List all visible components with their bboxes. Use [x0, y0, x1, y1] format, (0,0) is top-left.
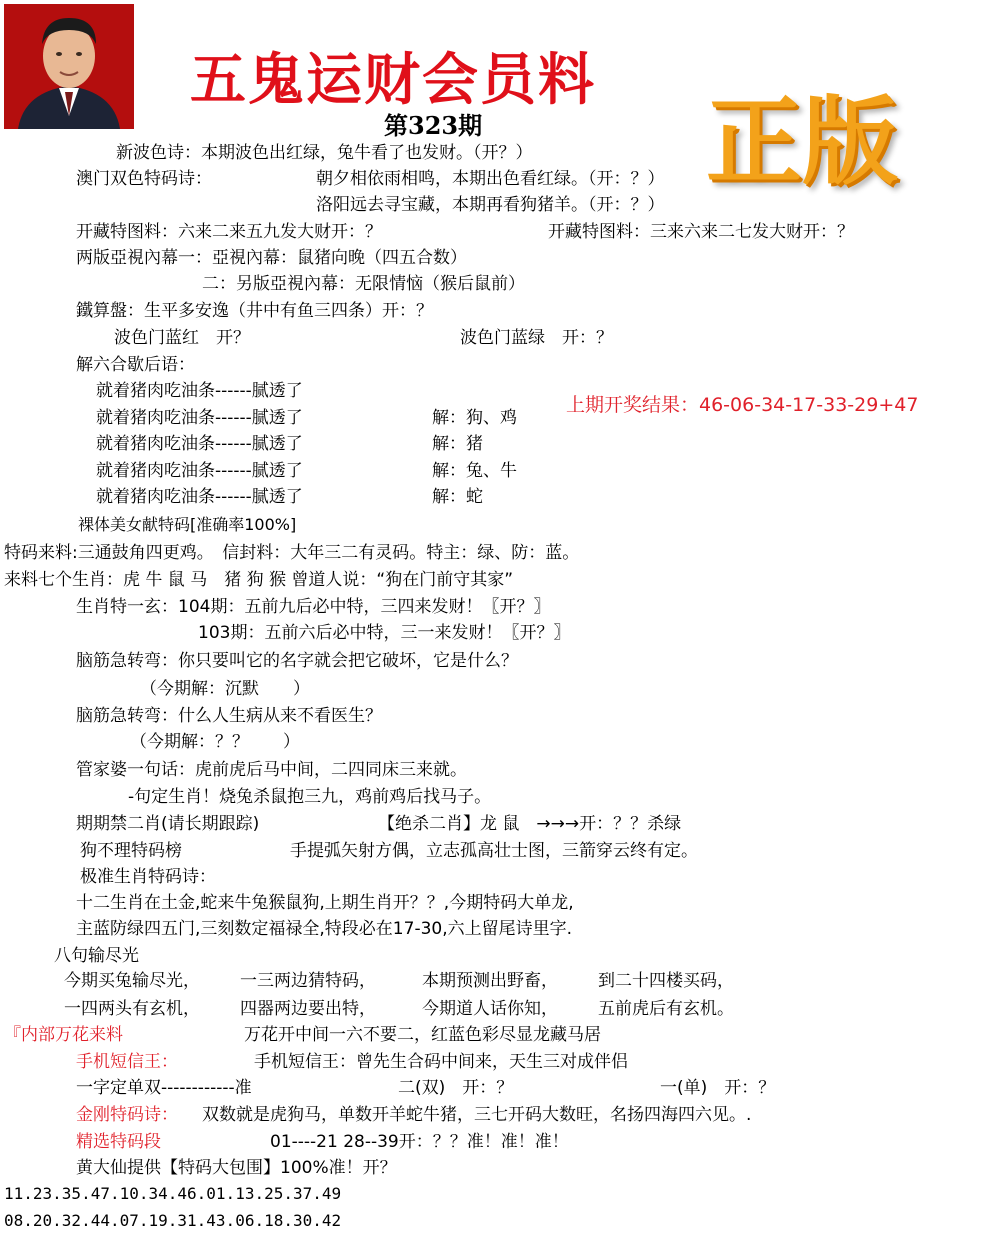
selected-range-label: 精选特码段	[76, 1132, 161, 1152]
saying-line: 就着猪肉吃油条------腻透了	[96, 381, 303, 401]
atv-insider-1: 两版亞視內幕一：亞視內幕：鼠猪向晚（四五合数）	[76, 248, 467, 268]
saying-line: 就着猪肉吃油条------腻透了	[96, 461, 303, 481]
eight-lines-2a: 一四两头有玄机，	[64, 999, 200, 1019]
selected-range-text: 01----21 28--39开：？？准！准！准！	[270, 1132, 569, 1152]
iron-abacus: 鐵算盤：生平多安逸（井中有鱼三四条）开：？	[76, 301, 433, 321]
wave-door-b: 波色门蓝绿 开：？	[460, 328, 613, 348]
saying-line: 就着猪肉吃油条------腻透了	[96, 487, 303, 507]
eight-lines-2b: 四器两边要出特，	[240, 999, 376, 1019]
odd-even-line: 一字定单双------------准	[76, 1078, 252, 1098]
even-result: 二(双) 开：？	[398, 1078, 514, 1098]
wave-color-poem: 新波色诗：本期波色出红绿，兔牛看了也发财。（开？）	[116, 143, 533, 163]
saying-answer: 解：狗、鸡	[432, 408, 517, 428]
zodiac-poem-line2: 主蓝防绿四五门,三刻数定福禄全,特段必在17-30,六上留尾诗里字.	[76, 919, 573, 939]
atv-insider-2: 二：另版亞視內幕：无限情恼（猴后鼠前）	[202, 274, 525, 294]
one-zodiac-line: -句定生肖！烧兔杀鼠抱三九，鸡前鸡后找马子。	[128, 787, 492, 807]
housekeeper-line: 管家婆一句话：虎前虎后马中间，二四同床三来就。	[76, 760, 467, 780]
brain-teaser-1: 脑筋急转弯：你只要叫它的名字就会把它破坏，它是什么？	[76, 651, 518, 671]
saying-answer: 解：猪	[432, 434, 483, 454]
sms-king-text: 手机短信王：曾先生合码中间来，天生三对成伴侣	[254, 1052, 628, 1072]
authentic-stamp: 正版	[706, 85, 898, 198]
saying-answer: 解：蛇	[432, 487, 483, 507]
sms-king-label: 手机短信王：	[76, 1052, 178, 1072]
accuracy-line: 裸体美女献特码[准确率100%]	[78, 515, 297, 534]
brain-teaser-2: 脑筋急转弯：什么人生病从来不看医生？	[76, 706, 382, 726]
zodiac-poem-line1: 十二生肖在土金,蛇来牛兔猴鼠狗,上期生肖开？？,今期特码大单龙,	[76, 893, 574, 913]
eight-lines-heading: 八句输尽光	[54, 946, 139, 966]
hidden-picture-a: 开藏特图料：六来二来五九发大财开：？	[76, 222, 382, 242]
zodiac-mystery-103: 103期：五前六后必中特，三一来发财！〖开？〗	[198, 623, 571, 643]
eight-lines-1d: 到二十四楼买码，	[598, 971, 734, 991]
wanhua-text: 万花开中间一六不要二，红蓝色彩尽显龙藏马居	[244, 1025, 601, 1045]
diamond-poem-label: 金刚特码诗：	[76, 1105, 178, 1125]
odd-result: 一(单) 开：？	[660, 1078, 776, 1098]
goubuli-label: 狗不理特码榜	[80, 841, 182, 861]
portrait-photo	[4, 4, 134, 129]
brain-teaser-1-answer: （今期解：沉默 ）	[140, 679, 310, 699]
zodiac-mystery-104: 生肖特一玄：104期：五前九后必中特，三四来发财！〖开？〗	[76, 597, 551, 617]
eight-lines-1a: 今期买兔输尽光，	[64, 971, 200, 991]
riddle-heading: 解六合歇后语：	[76, 355, 195, 375]
special-code-source: 特码来料:三通鼓角四更鸡。 信封料：大年三二有灵码。特主：绿、防：蓝。	[4, 543, 580, 563]
portrait-image	[4, 4, 134, 129]
zodiac-poem-heading: 极准生肖特码诗：	[80, 867, 216, 887]
kill-two-zodiac: 【绝杀二肖】龙 鼠 →→→开：？？杀绿	[378, 814, 682, 834]
macau-poem-label: 澳门双色特码诗：	[76, 169, 212, 189]
seven-zodiacs: 来料七个生肖：虎 牛 鼠 马 猪 狗 猴 曾道人说：“狗在门前守其家”	[4, 570, 514, 590]
macau-poem-line1: 朝夕相依雨相鸣，本期出色看红绿。（开：？）	[316, 169, 665, 189]
brain-teaser-2-answer: （今期解：？？ ）	[130, 732, 300, 752]
page-title: 五鬼运财会员料	[190, 47, 596, 113]
wave-door-a: 波色门蓝红 开？	[114, 328, 250, 348]
eight-lines-2c: 今期道人话你知，	[422, 999, 558, 1019]
diamond-poem-text: 双数就是虎狗马，单数开羊蛇牛猪，三七开码大数旺，名扬四海四六见。.	[202, 1105, 752, 1125]
macau-poem-line2: 洛阳远去寻宝藏，本期再看狗猪羊。（开：？）	[316, 195, 665, 215]
wanhua-label: 『内部万花来料	[4, 1025, 123, 1045]
ban-two-label: 期期禁二肖(请长期跟踪)	[76, 814, 260, 834]
eight-lines-1b: 一三两边猜特码，	[240, 971, 376, 991]
hidden-picture-b: 开藏特图料：三来六来二七发大财开：？	[548, 222, 854, 242]
number-list-2: 08.20.32.44.07.19.31.43.06.18.30.42	[4, 1211, 342, 1230]
saying-answer: 解：兔、牛	[432, 461, 517, 481]
issue-number: 第323期	[384, 111, 483, 140]
wong-tai-sin-line: 黄大仙提供【特码大包围】100%准！开？	[76, 1158, 397, 1178]
number-list-1: 11.23.35.47.10.34.46.01.13.25.37.49	[4, 1184, 342, 1203]
saying-line: 就着猪肉吃油条------腻透了	[96, 434, 303, 454]
saying-line: 就着猪肉吃油条------腻透了	[96, 408, 303, 428]
eight-lines-1c: 本期预测出野畜，	[422, 971, 558, 991]
eight-lines-2d: 五前虎后有玄机。	[598, 999, 734, 1019]
previous-result: 上期开奖结果：46-06-34-17-33-29+47	[566, 394, 919, 416]
goubuli-poem: 手提弧矢射方偶，立志孤高壮士图，三箭穿云终有定。	[290, 841, 698, 861]
